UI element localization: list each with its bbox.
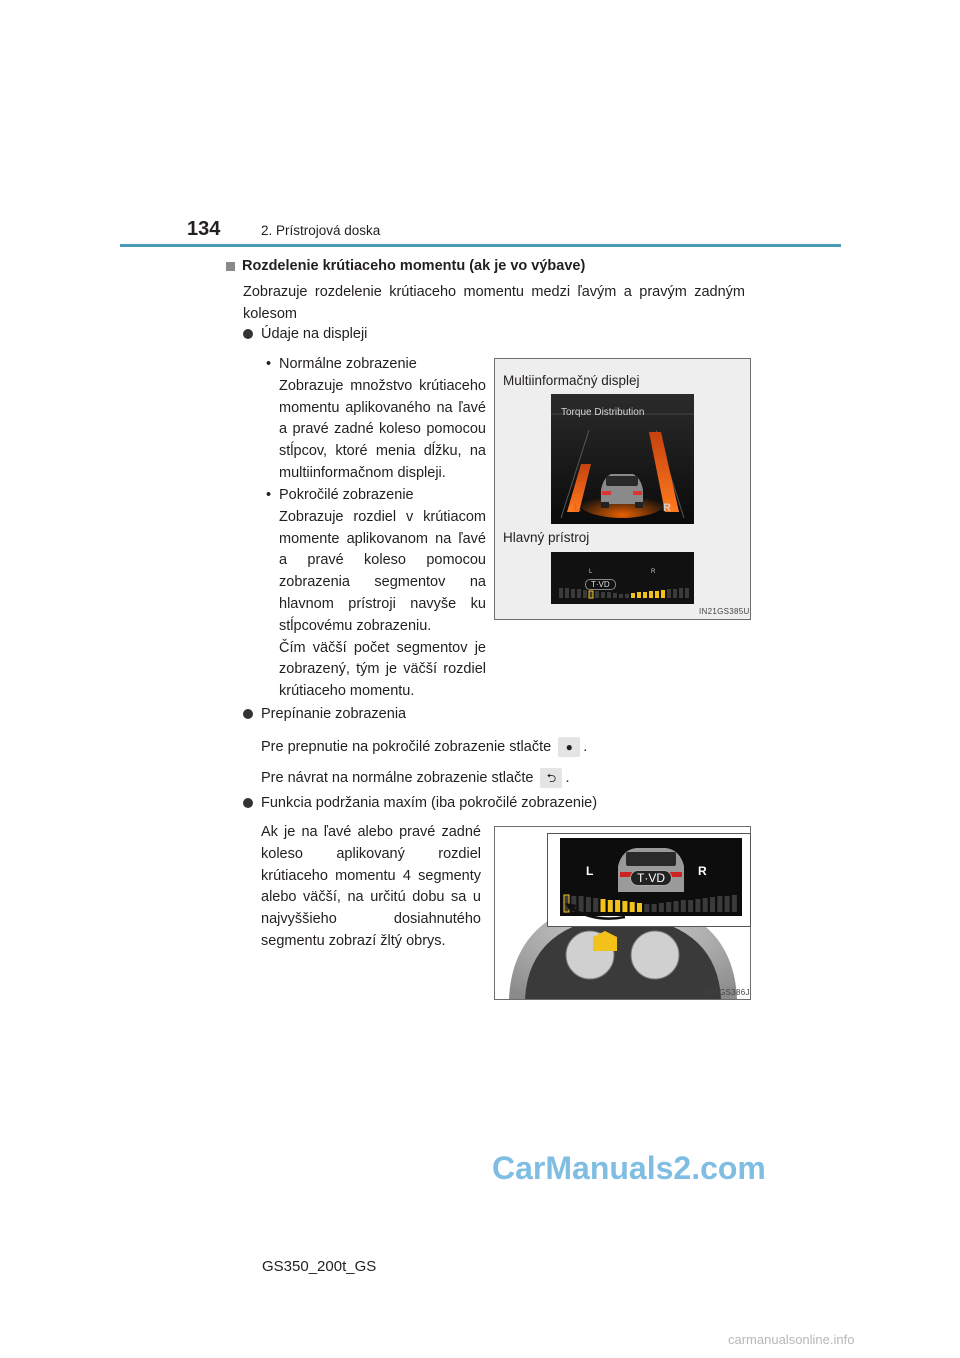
switching-line-1-end: . [583, 739, 588, 755]
round-bullet-icon [243, 329, 253, 339]
car-rear-graphic [601, 474, 643, 508]
torque-segment [652, 904, 657, 912]
torque-segment [710, 897, 715, 912]
torque-segment [595, 591, 599, 598]
torque-segment [659, 903, 664, 912]
torque-segment [613, 593, 617, 598]
torque-segment [679, 588, 683, 598]
round-bullet-icon [243, 709, 253, 719]
bullet-display-data [243, 326, 367, 342]
switching-line-1 [261, 736, 587, 758]
normal-view-text: Zobrazuje množstvo krútiaceho momentu aplikovaného na ľavé a pravé zadné koleso pomocou stĺpcov, ktoré menia dĺžku, na multiinformačnom displeji. [279, 377, 486, 481]
back-button-icon: ⮌ [540, 768, 562, 788]
switching-heading: Prepínanie zobrazenia [261, 706, 407, 722]
display-data-heading: Údaje na displeji [261, 326, 368, 342]
section-intro: Zobrazuje rozdelenie krútiaceho momentu medzi ľavým a pravým zadným kolesom [243, 284, 745, 322]
torque-segment [637, 903, 642, 912]
torque-segment [571, 589, 575, 598]
switching-line-2-text: Pre návrat na normálne zobrazenie stlačte [261, 770, 534, 786]
meter-right-label: R [651, 569, 656, 575]
figure-torque-display [494, 358, 751, 620]
right-wheel-label: R [663, 502, 671, 514]
torque-segment [703, 898, 708, 912]
torque-segment [565, 588, 569, 598]
figure-label-main-meter: Hlavný prístroj [503, 530, 590, 545]
switching-line-1-text: Pre prepnutie na pokročilé zobrazenie stlačte [261, 739, 552, 755]
meter-left-label: L [589, 569, 593, 575]
peak-hold-text: Ak je na ľavé alebo pravé zadné koleso aplikovaný rozdiel krútiaceho momentu 4 segmenty alebo väčší, na určitú dobu sa u najvyššieho dosiahnutého segmentu zobrazí žltý obrys. [261, 824, 481, 949]
watermark-carmanualsonline: carmanualsonline.info [728, 1332, 855, 1347]
zoomed-left-label: L [586, 864, 594, 878]
section-title-text: Rozdelenie krútiaceho momentu (ak je vo výbave) [242, 258, 586, 274]
torque-segment [666, 902, 671, 912]
dot-bullet-icon: • [266, 487, 272, 503]
torque-segment [667, 589, 671, 598]
figure-label-mid: Multiinformačný displej [503, 373, 640, 388]
section-title [226, 258, 585, 274]
torque-segment [649, 591, 653, 598]
torque-segment [625, 594, 629, 598]
watermark-carmanuals2: CarManuals2.com [492, 1150, 766, 1186]
torque-segment [673, 589, 677, 598]
switching-line-2-end: . [565, 770, 570, 786]
torque-segment [559, 588, 563, 598]
torque-segment [688, 900, 693, 912]
torque-segment [685, 588, 689, 598]
torque-segment [631, 593, 635, 598]
main-meter-screen [551, 552, 694, 604]
torque-segment [725, 896, 730, 912]
bullet-switching [243, 706, 406, 722]
screen-title: Torque Distribution [561, 407, 645, 418]
zoomed-tvd-badge: T·VD [630, 870, 672, 886]
advanced-view-text: Zobrazuje rozdiel v krútiacom momente aplikovanom na ľavé a pravé koleso pomocou zobrazenia segmentov na hlavnom prístroji navyše ku stĺpcovému zobrazeniu. [279, 508, 486, 634]
chapter-title: 2. Prístrojová doska [261, 223, 381, 238]
dot-bullet-icon: • [266, 356, 272, 372]
torque-segment [661, 590, 665, 598]
zoomed-right-label: R [698, 864, 707, 878]
peak-hold-heading: Funkcia podržania maxím (iba pokročilé zobrazenie) [261, 795, 598, 811]
torque-segment [601, 592, 605, 598]
switching-line-2 [261, 767, 570, 789]
figure-2-code: IN21GS386J [701, 988, 750, 997]
torque-segment [644, 904, 649, 912]
torque-segment [717, 896, 722, 912]
footer-model-code: GS350_200t_GS [262, 1258, 377, 1275]
torque-segment [577, 589, 581, 598]
advanced-view-text-2: Čím väčší počet segmentov je zobrazený, tým je väčší rozdiel krútiaceho momentu. [279, 639, 486, 700]
normal-view-item [266, 354, 486, 485]
torque-segment [583, 590, 587, 598]
torque-segment [637, 592, 641, 598]
page-number: 134 [187, 218, 221, 240]
enter-button-icon: ● [558, 737, 580, 757]
header-rule [120, 244, 841, 247]
torque-segment [674, 901, 679, 912]
torque-segment [695, 899, 700, 912]
square-bullet-icon [226, 262, 235, 271]
normal-view-title: Normálne zobrazenie [279, 356, 417, 372]
tvd-badge: T·VD [585, 579, 616, 590]
torque-segment [589, 591, 593, 598]
pointer-arrow-icon [555, 889, 635, 929]
torque-segment [681, 900, 686, 912]
advanced-view-title: Pokročilé zobrazenie [279, 487, 414, 503]
round-bullet-icon [243, 798, 253, 808]
torque-segment [607, 592, 611, 598]
torque-segment [732, 895, 737, 912]
torque-segment [619, 594, 623, 598]
torque-segment [655, 591, 659, 598]
left-wheel-label: L [574, 502, 581, 514]
figure-peak-hold [494, 826, 751, 1000]
torque-segment [643, 592, 647, 598]
bullet-peak-hold [243, 795, 597, 811]
figure-code: IN21GS385U [699, 607, 750, 616]
advanced-view-item [266, 485, 486, 703]
